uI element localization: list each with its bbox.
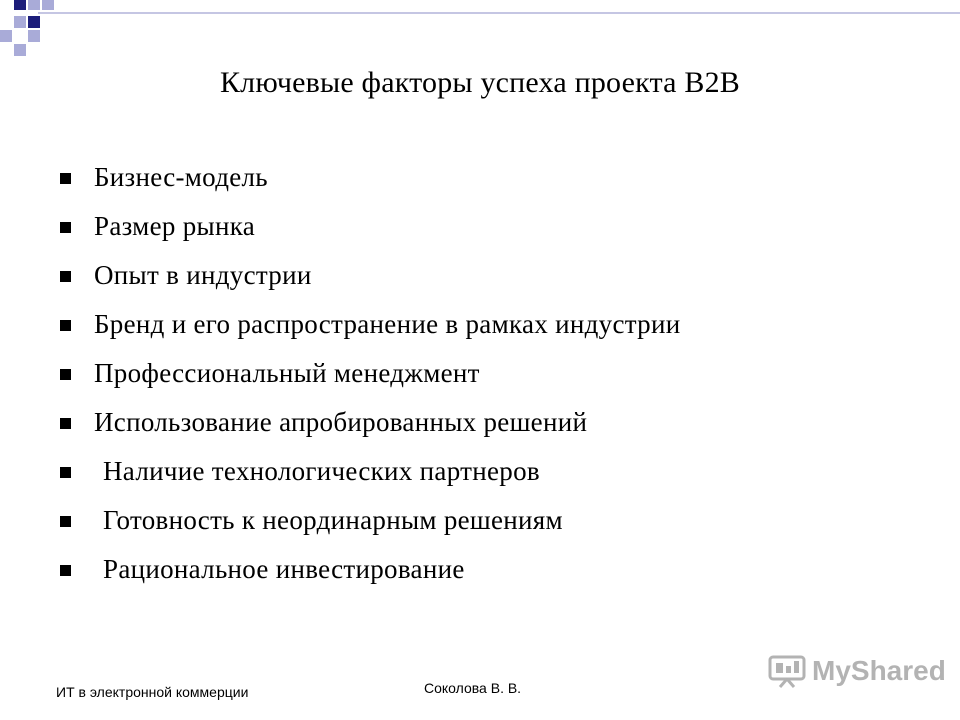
list-item xyxy=(60,545,680,594)
bullet-text: Размер рынка xyxy=(94,211,255,241)
footer-author: Соколова В. В. xyxy=(424,680,522,696)
list-item xyxy=(60,153,680,202)
list-item xyxy=(60,300,680,349)
watermark xyxy=(768,654,946,688)
bullet-text: Готовность к неординарным решениям xyxy=(103,505,563,535)
header-rule xyxy=(38,12,960,14)
decor-square-lavender-3 xyxy=(0,30,12,42)
bullet-text: Наличие технологических партнеров xyxy=(103,456,540,486)
decor-square-lavender-2 xyxy=(14,16,26,28)
slide-title: Ключевые факторы успеха проекта B2B xyxy=(219,66,741,99)
presentation-board-icon xyxy=(768,654,806,688)
list-item xyxy=(60,496,680,545)
bullet-text: Бренд и его распространение в рамках индустрии xyxy=(94,309,681,339)
decor-square-navy-1 xyxy=(14,0,26,10)
bullet-square-icon xyxy=(60,467,71,478)
bullet-list xyxy=(60,153,680,594)
bullet-square-icon xyxy=(60,369,71,380)
list-item xyxy=(60,251,680,300)
bullet-square-icon xyxy=(60,565,71,576)
bullet-square-icon xyxy=(60,418,71,429)
decor-square-navy-2 xyxy=(28,16,40,28)
footer-course-title: ИТ в электронной коммерции xyxy=(56,684,249,700)
bullet-square-icon xyxy=(60,320,71,331)
list-item xyxy=(60,398,680,447)
bullet-text: Профессиональный менеджмент xyxy=(94,358,480,388)
list-item xyxy=(60,447,680,496)
bullet-square-icon xyxy=(60,271,71,282)
bullet-square-icon xyxy=(60,173,71,184)
corner-decoration xyxy=(0,0,960,60)
decor-square-lavender-6 xyxy=(42,0,54,10)
bullet-square-icon xyxy=(60,222,71,233)
bullet-text: Рациональное инвестирование xyxy=(103,554,465,584)
watermark-text: MyShared xyxy=(812,655,946,686)
bullet-text: Бизнес-модель xyxy=(94,162,268,192)
bullet-text: Использование апробированных решений xyxy=(94,407,588,437)
list-item xyxy=(60,202,680,251)
decor-square-lavender-4 xyxy=(28,30,40,42)
list-item xyxy=(60,349,680,398)
bullet-square-icon xyxy=(60,516,71,527)
decor-square-lavender-5 xyxy=(14,44,26,56)
bullet-text: Опыт в индустрии xyxy=(94,260,312,290)
decor-square-lavender-1 xyxy=(28,0,40,10)
